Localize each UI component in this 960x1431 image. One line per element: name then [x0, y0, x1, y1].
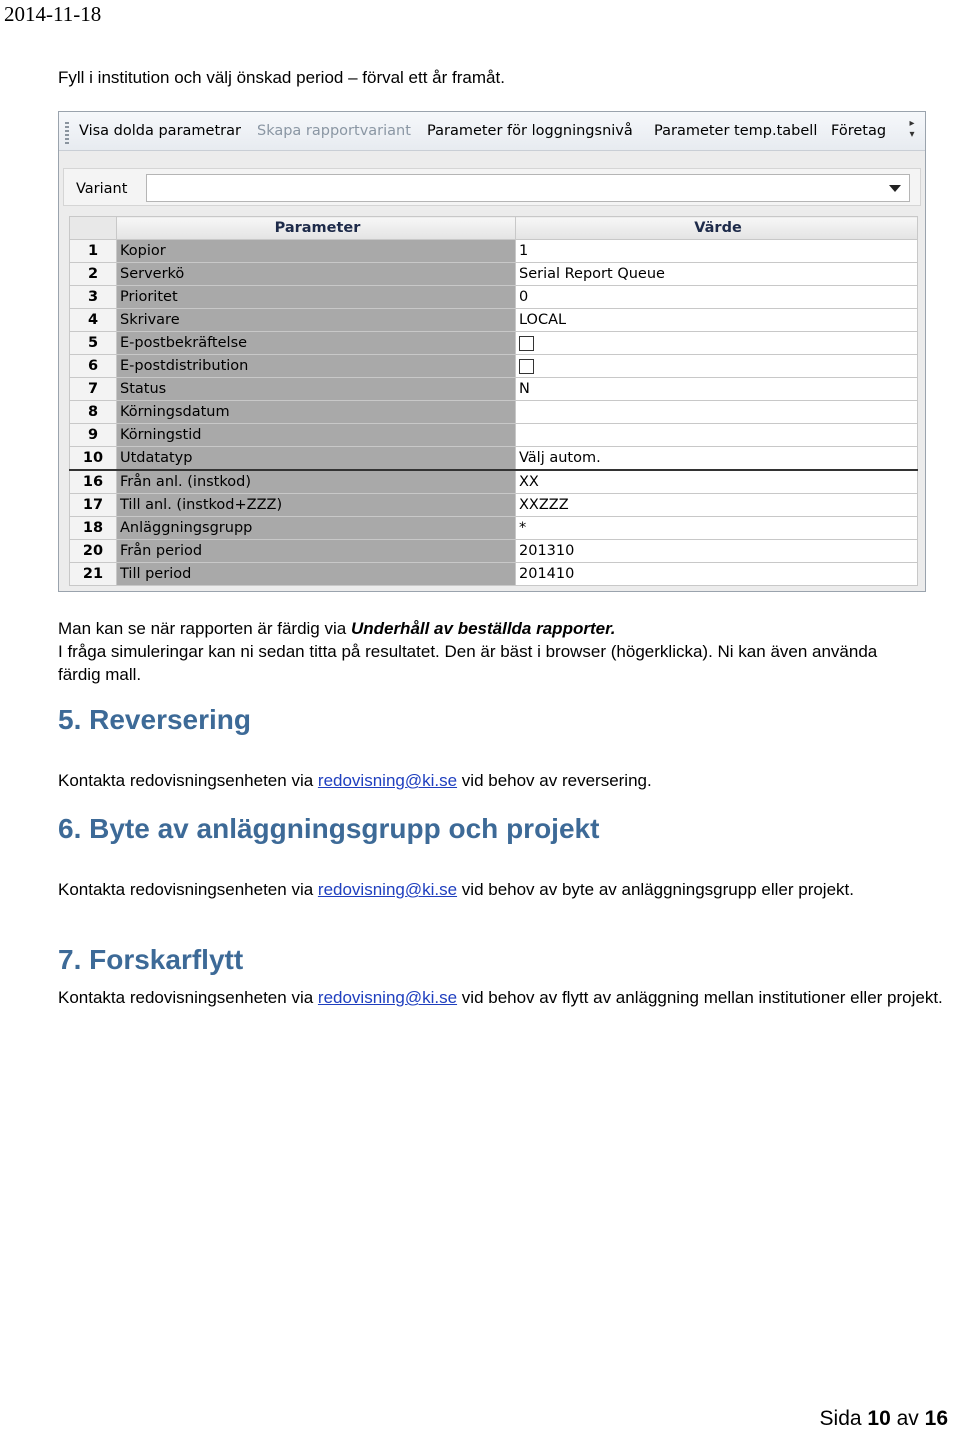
parameter-value[interactable]: 201410: [516, 563, 918, 586]
row-number: 16: [70, 470, 117, 494]
row-number: 8: [70, 401, 117, 424]
checkbox[interactable]: [519, 359, 534, 374]
parameter-value[interactable]: LOCAL: [516, 309, 918, 332]
section-heading-byte: 6. Byte av anläggningsgrupp och projekt: [58, 813, 600, 844]
email-link[interactable]: redovisning@ki.se: [317, 771, 458, 790]
row-number: 5: [70, 332, 117, 355]
table-row[interactable]: [70, 424, 918, 447]
parameter-name: Anläggningsgrupp: [117, 517, 516, 540]
table-row[interactable]: [70, 447, 918, 471]
parameter-value[interactable]: Välj autom.: [516, 447, 918, 471]
section-text-forskarflytt: Kontakta redovisningsenheten via redovisning@ki.se vid behov av flytt av anläggning mellan institutioner eller projekt.: [58, 988, 943, 1007]
section-text-reversering: Kontakta redovisningsenheten via redovisning@ki.se vid behov av reversering.: [58, 771, 652, 790]
table-row[interactable]: [70, 540, 918, 563]
parameter-name: Från anl. (instkod): [117, 470, 516, 494]
table-row[interactable]: [70, 470, 918, 494]
row-number: 10: [70, 447, 117, 471]
parameter-name: Från period: [117, 540, 516, 563]
table-row[interactable]: [70, 355, 918, 378]
parameter-value[interactable]: [516, 332, 918, 355]
row-number: 6: [70, 355, 117, 378]
create-report-variant-button[interactable]: Skapa rapportvariant: [257, 123, 411, 139]
parameter-name: Körningstid: [117, 424, 516, 447]
parameter-value[interactable]: *: [516, 517, 918, 540]
parameter-value[interactable]: Serial Report Queue: [516, 263, 918, 286]
row-number: 4: [70, 309, 117, 332]
row-number: 21: [70, 563, 117, 586]
row-number: 3: [70, 286, 117, 309]
variant-select[interactable]: [146, 174, 910, 202]
parameter-table: [69, 216, 918, 586]
variant-bar: [63, 168, 921, 206]
header-date: 2014-11-18: [4, 2, 102, 26]
parameter-name: Till period: [117, 563, 516, 586]
table-row[interactable]: [70, 517, 918, 540]
toolbar-overflow-icon[interactable]: ▸ ▾: [909, 118, 915, 140]
parameter-value[interactable]: XX: [516, 470, 918, 494]
row-number: 9: [70, 424, 117, 447]
section-heading-forskarflytt: 7. Forskarflytt: [58, 944, 244, 975]
table-row[interactable]: [70, 494, 918, 517]
email-link[interactable]: redovisning@ki.se: [317, 988, 458, 1007]
value-column-header[interactable]: Värde: [516, 217, 918, 240]
parameter-name: Prioritet: [117, 286, 516, 309]
table-row[interactable]: [70, 286, 918, 309]
report-parameter-screenshot: [58, 111, 926, 592]
parameter-name: Kopior: [117, 240, 516, 263]
row-number: 18: [70, 517, 117, 540]
checkbox[interactable]: [519, 336, 534, 351]
table-row[interactable]: [70, 332, 918, 355]
table-row[interactable]: [70, 563, 918, 586]
row-number: 20: [70, 540, 117, 563]
parameter-name: Skrivare: [117, 309, 516, 332]
email-link[interactable]: redovisning@ki.se: [317, 880, 458, 899]
parameter-name: E-postdistribution: [117, 355, 516, 378]
section-text-byte: Kontakta redovisningsenheten via redovisning@ki.se vid behov av byte av anläggningsgrupp eller projekt.: [58, 880, 854, 899]
parameter-name: Serverkö: [117, 263, 516, 286]
parameter-value[interactable]: XXZZZ: [516, 494, 918, 517]
parameter-value[interactable]: [516, 424, 918, 447]
parameter-name: Status: [117, 378, 516, 401]
parameter-value[interactable]: 201310: [516, 540, 918, 563]
menu-path-emphasis: Underhåll av beställda rapporter.: [350, 619, 616, 638]
row-number: 2: [70, 263, 117, 286]
parameter-value[interactable]: 1: [516, 240, 918, 263]
current-page: 10: [867, 1407, 891, 1430]
parameter-column-header[interactable]: Parameter: [117, 217, 516, 240]
simulation-note: I fråga simuleringar kan ni sedan titta på resultatet. Den är bäst i browser (högerklicka). Ni kan även använda färdig mall.: [58, 642, 878, 684]
toolbar: [59, 112, 925, 151]
after-text: [58, 617, 918, 686]
total-pages: 16: [924, 1407, 948, 1430]
report-status-line: Man kan se när rapporten är färdig via Underhåll av beställda rapporter.: [58, 619, 616, 638]
toolbar-grip[interactable]: [65, 122, 69, 144]
parameter-value[interactable]: [516, 355, 918, 378]
row-number-header: [70, 217, 117, 240]
parameter-value[interactable]: N: [516, 378, 918, 401]
page-footer: Sida 10 av 16: [819, 1407, 948, 1430]
chevron-down-icon[interactable]: [889, 185, 901, 192]
parameter-name: Körningsdatum: [117, 401, 516, 424]
table-row[interactable]: [70, 378, 918, 401]
variant-label: Variant: [76, 181, 128, 197]
parameter-value[interactable]: 0: [516, 286, 918, 309]
row-number: 7: [70, 378, 117, 401]
table-row[interactable]: [70, 309, 918, 332]
temp-table-param-button[interactable]: Parameter temp.tabell: [654, 123, 818, 139]
company-button[interactable]: Företag: [831, 123, 887, 139]
show-hidden-params-button[interactable]: Visa dolda parametrar: [79, 123, 241, 139]
intro-text: Fyll i institution och välj önskad period – förval ett år framåt.: [58, 68, 505, 87]
logging-level-param-button[interactable]: Parameter för loggningsnivå: [427, 123, 633, 139]
parameter-name: Till anl. (instkod+ZZZ): [117, 494, 516, 517]
parameter-value[interactable]: [516, 401, 918, 424]
table-row[interactable]: [70, 401, 918, 424]
parameter-name: Utdatatyp: [117, 447, 516, 471]
row-number: 1: [70, 240, 117, 263]
parameter-name: E-postbekräftelse: [117, 332, 516, 355]
table-row[interactable]: [70, 263, 918, 286]
section-heading-reversering: 5. Reversering: [58, 704, 251, 735]
table-row[interactable]: [70, 240, 918, 263]
row-number: 17: [70, 494, 117, 517]
table-header-row: [70, 217, 918, 240]
